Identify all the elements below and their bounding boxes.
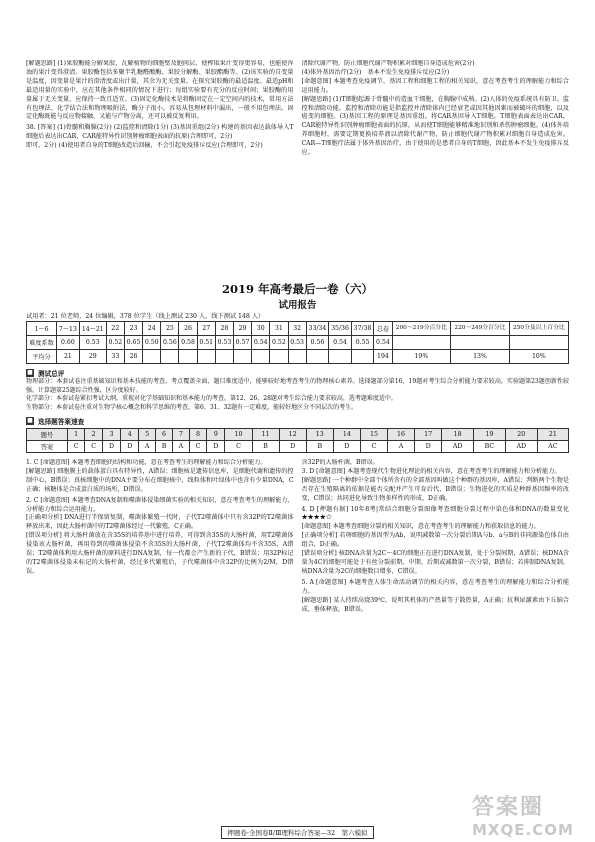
bottom-left-column [26, 459, 294, 759]
score-cell [233, 350, 251, 364]
top-right-paragraph: 清除代谢产物，防止细胞代谢产物积累对细胞自身造成危害(2分) [301, 60, 475, 67]
review-biology: 生物部分：本套试卷注重对生物学核心概念和科学思维的考查，第6、31、32题有一定难度，能较好地区分不同层次的考生。 [26, 403, 358, 411]
q5-intent: 5. A [命题意图] 本题考查人体生命活动调节的相关内容，意在考查考生的理解能力和综合分析能力。 [301, 578, 569, 595]
answer-key: BC [474, 441, 506, 453]
answer-key: AD [505, 441, 537, 453]
question-number: 5 [139, 429, 156, 441]
answer-key: B [252, 441, 279, 453]
answer-key: D [121, 441, 139, 453]
score-cell [306, 350, 329, 364]
trial-stats: 试用者：21 位老师，24 位编辑，378 位学生（线上测试 230 人，线下测试 148 人） [26, 313, 265, 320]
score-cell: 0.58 [179, 336, 197, 350]
score-cell: 0.50 [143, 336, 161, 350]
score-cell: 0.54 [374, 336, 392, 350]
question-number: 3 [102, 429, 120, 441]
score-cell: 10% [509, 350, 568, 364]
score-cell [329, 350, 352, 364]
score-cell: 1～6 [27, 322, 57, 336]
watermark-logo: 答案圈 MXQE.COM [472, 795, 574, 839]
question-number: 12 [279, 429, 306, 441]
score-cell: 26 [124, 350, 142, 364]
question-number: 18 [442, 429, 474, 441]
answer-icon: ■ [27, 417, 33, 424]
score-cell: 14～21 [79, 322, 106, 336]
answer-key: AD [442, 441, 474, 453]
review-icon: ■ [27, 369, 33, 376]
question-number: 7 [173, 429, 190, 441]
score-cell: 33/34 [306, 322, 329, 336]
question-number: 16 [388, 429, 415, 441]
answer-key: B [156, 441, 173, 453]
score-row [27, 336, 569, 350]
top-right-column [302, 60, 570, 273]
question-38-answer: 38. [答案] (1)骨髓和胸腺(2分) (2)监控和清除(1分) (3)基因重组(2分) 构建的基因表达载体导入T细胞后表达出CAR，CAR能特异性识别肿瘤细胞表面的抗原(合理即可，2分) [26, 124, 294, 141]
q2-wrong: [错误项分析] 将大肠杆菌放在含35S的培养基中进行培养，可得到含35S的大肠杆菌，用T2噬菌体侵染该大肠杆菌，再用得到的噬菌体侵染不含35S的大肠杆菌，子代T2噬菌体均不含35S，A错误；T2噬菌体利用大肠杆菌的原料进行DNA复制，每一代都会产生新的子代，B错误；用32P标记的T2噬菌体侵染未标记的大肠杆菌，经过多代繁殖后，子代噬菌体中含32P的比例为2/M，D错误。 [26, 532, 294, 575]
answer-key: D [279, 441, 306, 453]
score-cell: 0.52 [106, 336, 124, 350]
score-cell: 7～13 [57, 322, 80, 336]
top-left-paragraph-2: 即可，2分) (4)使用者自身的T细胞改造后回输，不会引起免疫排斥反应(合理即可，2分) [26, 142, 263, 150]
review-physics: 物理部分：本套试卷注重基础知识和基本技能的考查，考点覆盖全面，题目难度适中，能够较好地考查考生的物理核心素养。选择题部分第16、19题对考生综合分析能力要求较高，实验题第23题创新性较强，计算题第25题综合性强，区分度较好。 [26, 378, 569, 394]
score-cell [161, 350, 179, 364]
bottom-right-column [302, 459, 570, 759]
score-cell: 0.55 [351, 336, 374, 350]
footer-label: 押题卷·全国卷Ⅱ/Ⅲ理科综合答案—32 第六模拟 [221, 826, 373, 839]
score-cell [215, 350, 233, 364]
q4-intent: [命题意图] 本题考查细胞分裂的相关知识，意在考查考生的理解能力和获取信息的能力。 [301, 523, 540, 531]
score-cell [392, 336, 451, 350]
score-cell: 220～249分百分比 [451, 322, 510, 336]
score-cell: 难度系数 [27, 336, 57, 350]
answer-header: ■ 选择题答案速查 [27, 417, 85, 426]
q4-correct: [正确项分析] 若卵细胞的基因型为Ab，说明减数第一次分裂后期A与b、a与B的非同源染色体自由组合，D正确。 [301, 532, 569, 549]
answer-key: C [67, 441, 85, 453]
score-cell: 194 [374, 350, 392, 364]
q4-basis: 4. D [押题有据] 10年8考|常结合细胞分裂图像考查细胞分裂过程中染色体和DNA的数量变化 ★★★★☆ [301, 505, 569, 522]
q1-analysis: [解题思路] 细胞膜上的载体蛋白具有特异性，A错误；细胞核是遗传信息库，是细胞代谢和遗传的控制中心，B错误；真核细胞中的DNA主要分布在细胞核中，线粒体和叶绿体中也含有少量DNA，C正确；核糖体是合成蛋白质的场所，D错误。 [26, 467, 294, 493]
score-cell [197, 350, 215, 364]
answer-table [26, 428, 569, 453]
score-cell: 0.54 [329, 336, 352, 350]
score-cell: 平均分 [27, 350, 57, 364]
score-row [27, 350, 569, 364]
answer-key: AC [537, 441, 568, 453]
question-number: 15 [360, 429, 387, 441]
score-cell: 总卷 [374, 322, 392, 336]
answer-key: C [189, 441, 207, 453]
question-number: 21 [537, 429, 568, 441]
score-cell: 19% [392, 350, 451, 364]
answer-key: C [85, 441, 103, 453]
score-cell: 0.60 [57, 336, 80, 350]
question-number: 2 [85, 429, 103, 441]
score-cell: 0.51 [197, 336, 215, 350]
top-right-paragraph: (4)体外基因治疗(2分) 基本不发生免疫排斥反应(2分) [301, 68, 450, 76]
score-cell: 250分及以上百分比 [509, 322, 568, 336]
continued-text: 含32P的大肠杆菌，B错误。 [301, 459, 379, 466]
score-cell: 0.65 [124, 336, 142, 350]
score-cell [179, 350, 197, 364]
top-left-paragraph: [解题思路] (1)果胶酶能分解果胶，瓦解植物的细胞壁及胞间层，使榨取果汁变得更容易，也能使浑浊的果汁变得澄清。果胶酶包括多聚半乳糖醛酸酶、果胶分解酶、果胶酯酶等。(2)该实验的自变量是温度，因变量是果汁的澄清度或出汁量，其余为无关变量。在探究果胶酶的最适温度、最适pH和最适用量的实验中，应在其他条件相同的情况下进行；每组实验要有充分的反应时间；果胶酶的用量属于无关变量，应保持一致且适宜。(3)固定化酶技术是将酶固定在一定空间内的技术，常用方法有包埋法、化学结合法和物理吸附法，酶分子很小，容易从包埋材料中漏出，一般不用包埋法。固定化酶既能与反应物接触，又能与产物分离，还可以被反复利用。 [26, 60, 294, 121]
score-cell: 26 [179, 322, 197, 336]
answer-key: C [360, 441, 387, 453]
score-cell: 31 [270, 322, 288, 336]
q1-intent: 1. C [命题意图] 本题考查细胞的结构和功能，意在考查考生的理解能力和综合分析能力。 [26, 459, 267, 466]
score-cell: 0.52 [270, 336, 288, 350]
score-cell [252, 350, 270, 364]
score-cell: 0.56 [161, 336, 179, 350]
score-cell: 29 [233, 322, 251, 336]
question-number: 14 [333, 429, 360, 441]
score-cell [270, 350, 288, 364]
score-cell: 35/36 [329, 322, 352, 336]
score-cell: 37/38 [351, 322, 374, 336]
answer-key: D [415, 441, 442, 453]
score-cell: 0.57 [233, 336, 251, 350]
score-cell: 32 [288, 322, 306, 336]
score-cell [509, 336, 568, 350]
page-footer [0, 826, 595, 839]
score-cell: 13% [451, 350, 510, 364]
score-cell: 33 [106, 350, 124, 364]
answer-row-label: 题号 [27, 429, 68, 441]
score-row [27, 322, 569, 336]
top-right-paragraph: [命题意图] 本题考查免疫调节、基因工程和细胞工程的相关知识，意在考查考生的理解能力和综合运用能力。 [301, 77, 569, 94]
answer-row-label: 答案 [27, 441, 68, 453]
top-section [26, 60, 569, 273]
score-cell: 21 [57, 350, 80, 364]
report-title: 试用报告 [278, 300, 317, 311]
top-left-column [26, 60, 294, 273]
q2-intent: 2. C [命题意图] 本题考查DNA复制和噬菌体侵染细菌实验的相关知识，意在考查考生的理解能力、分析能力和综合运用能力。 [26, 496, 294, 513]
score-cell: 27 [197, 322, 215, 336]
score-cell: 0.53 [79, 336, 106, 350]
question-number: 9 [207, 429, 225, 441]
review-body [26, 378, 569, 412]
score-cell: 0.54 [252, 336, 270, 350]
score-cell: 29 [79, 350, 106, 364]
score-cell [351, 350, 374, 364]
bottom-section [26, 459, 569, 759]
score-cell [288, 350, 306, 364]
question-number: 6 [156, 429, 173, 441]
answer-key: A [388, 441, 415, 453]
score-table [26, 321, 569, 364]
score-cell [451, 336, 510, 350]
q4-wrong: [错误项分析] 核DNA含量为2C～4C的细胞正在进行DNA复制，处于分裂间期，A错误；核DNA含量为4C的细胞可能处于有丝分裂前期、中期、后期或减数第一次分裂，B错误；若抑制DNA复制，核DNA含量为2C的细胞数目增多，C错误。 [301, 550, 569, 575]
score-cell: 25 [161, 322, 179, 336]
top-right-paragraph: [解题思路] (1)T细胞起源于骨髓中的造血干细胞，在胸腺中成熟。(2)人体的免疫系统具有防卫、监控和清除功能，监控和清除功能是指监控并清除体内已经衰老或因其他因素而被破坏的细胞，以及癌变的细胞。(3)基因工程的原理是基因重组。将CAR基因导入T细胞，T细胞表面表达出CAR，CAR能特异性识别肿瘤细胞表面的抗原，从而使T细胞能够精准地识别和杀伤肿瘤细胞。(4)体外培养细胞时，需要定期更换培养液以清除代谢产物，防止细胞代谢产物积累对细胞自身造成危害。CAR—T细胞疗法属于体外基因治疗，由于使用的是患者自身的T细胞，因此基本不发生免疫排斥反应。 [301, 95, 569, 157]
answer-row [27, 429, 569, 441]
question-number: 19 [474, 429, 506, 441]
score-cell: 200～219分百分比 [392, 322, 451, 336]
score-cell: 0.56 [306, 336, 329, 350]
score-cell: 0.53 [288, 336, 306, 350]
answer-key: C [225, 441, 252, 453]
q5-analysis: [解题思路] 某人持续高烧39℃，说明其机体的产热量等于散热量，A正确；抗利尿激素由下丘脑合成、垂体释放，B错误。 [301, 596, 569, 613]
score-cell: 28 [215, 322, 233, 336]
question-number: 10 [225, 429, 252, 441]
score-cell: 30 [252, 322, 270, 336]
review-chemistry: 化学部分：本套试卷紧扣考试大纲，重视对化学基础知识和基本能力的考查。第12、26、28题对考生综合能力要求较高，选考题难度适中。 [26, 395, 397, 402]
question-number: 17 [415, 429, 442, 441]
answer-key: B [306, 441, 333, 453]
score-cell: 23 [124, 322, 142, 336]
answer-key: A [139, 441, 156, 453]
q3-intent: 3. D [命题意图] 本题考查现代生物进化理论的相关内容，意在考查考生的理解能力和分析能力。 [301, 467, 561, 475]
question-number: 11 [252, 429, 279, 441]
question-number: 13 [306, 429, 333, 441]
answer-row [27, 441, 569, 453]
answer-key: D [333, 441, 360, 453]
question-number: 4 [121, 429, 139, 441]
question-number: 20 [505, 429, 537, 441]
score-cell [143, 350, 161, 364]
answer-key: D [207, 441, 225, 453]
answer-key: D [102, 441, 120, 453]
score-cell: 24 [143, 322, 161, 336]
question-number: 1 [67, 429, 85, 441]
exam-title: 2019 年高考最后一卷（六） [221, 282, 373, 296]
score-cell: 22 [106, 322, 124, 336]
score-cell: 0.53 [215, 336, 233, 350]
q2-correct: [正确项分析] DNA进行半保留复制，噬菌体繁殖一代时，子代T2噬菌体中只有含32P的T2噬菌体释放出来，因此大肠杆菌中的T2噬菌体经过一代繁殖，C正确。 [26, 514, 294, 531]
answer-key: A [173, 441, 190, 453]
review-header: ■ 测试总评 [27, 369, 65, 378]
question-number: 8 [189, 429, 207, 441]
q3-analysis: [解题思路] 一个种群中全部个体所含有的全部基因叫做这个种群的基因库，A错误；判断两个生物是否存在生殖隔离的依据是能否交配并产生可育后代，B错误；生物进化的实质是种群基因频率的改变，C错误；共同进化导致生物多样性的形成，D正确。 [301, 476, 569, 502]
